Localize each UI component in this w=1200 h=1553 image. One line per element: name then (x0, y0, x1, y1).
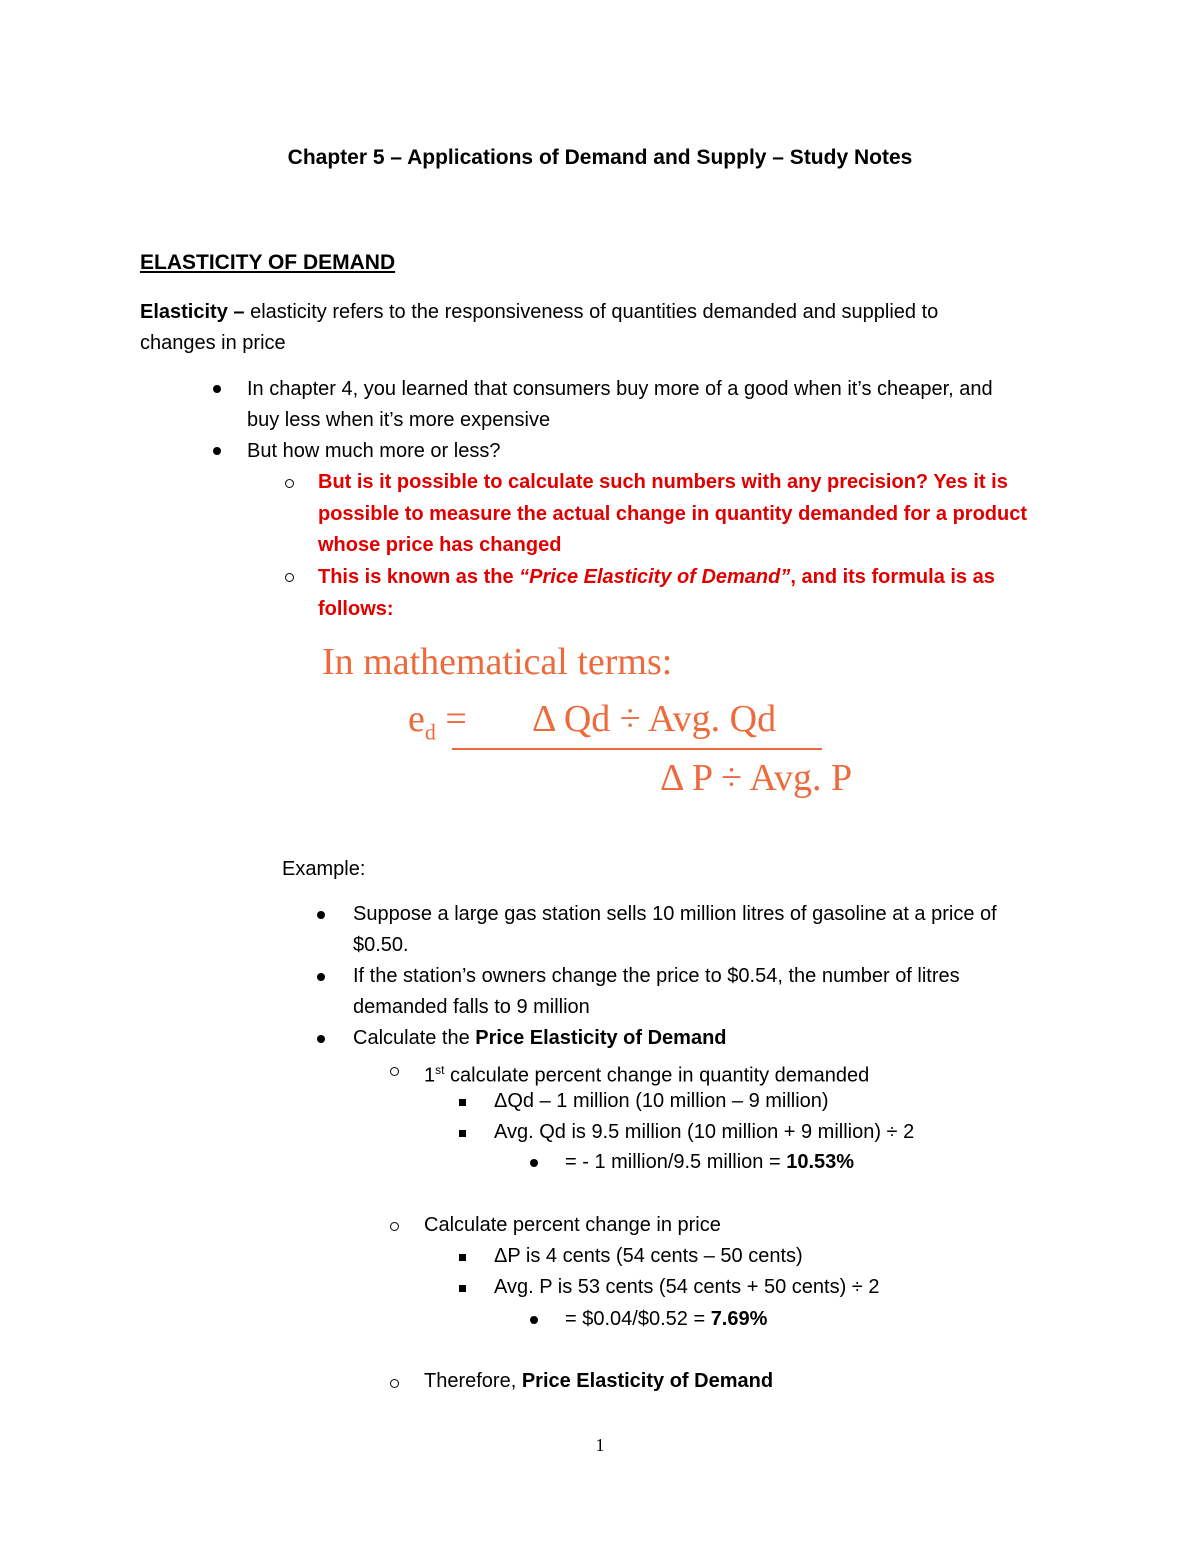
definition-line-1 (140, 297, 938, 328)
example-3-line-1 (353, 1023, 727, 1054)
note-2-term: “Price Elasticity of Demand” (519, 566, 791, 588)
square-bullet-marker (459, 1130, 466, 1137)
bullet-marker (213, 385, 221, 393)
step-1-result (565, 1147, 854, 1178)
example-3-pre: Calculate the (353, 1027, 476, 1049)
definition-text: elasticity refers to the responsiveness of quantities demanded and supplied to (244, 301, 939, 323)
note-1-line-1: But is it possible to calculate such numbers with any precision? Yes it is (318, 471, 1008, 493)
step-1-item-1: ΔQd – 1 million (10 million – 9 million) (494, 1090, 829, 1112)
example-1-line-1: Suppose a large gas station sells 10 million litres of gasoline at a price of (353, 903, 997, 925)
sub-bullet-marker (390, 1379, 399, 1388)
formula-denominator: Δ P ÷ Avg. P (660, 757, 853, 799)
step-3-term: Price Elasticity of Demand (521, 1370, 774, 1392)
bullet-marker (213, 447, 221, 455)
page-title: Chapter 5 – Applications of Demand and Supply – Study Notes (287, 146, 913, 169)
step-1-rest: calculate percent change in quantity demanded (444, 1064, 870, 1087)
note-2-line-2: follows: (318, 598, 394, 620)
step-1-result-pre: = - 1 million/9.5 million = (565, 1151, 787, 1173)
section-heading: ELASTICITY OF DEMAND (140, 251, 396, 274)
step-1-sup: st (435, 1063, 445, 1077)
square-bullet-marker (459, 1285, 466, 1292)
note-1-line-2: possible to measure the actual change in quantity demanded for a product (318, 503, 1028, 525)
formula-numerator: Δ Qd ÷ Avg. Qd (532, 698, 777, 740)
note-1-line-3: whose price has changed (318, 534, 562, 556)
step-1-item-2: Avg. Qd is 9.5 million (10 million + 9 million) ÷ 2 (494, 1121, 915, 1143)
definition-term: Elasticity – (140, 301, 245, 323)
note-2-line-1 (318, 562, 995, 593)
step-2-label: Calculate percent change in price (424, 1214, 721, 1236)
formula-heading: In mathematical terms: (322, 641, 673, 683)
formula-figure (320, 640, 900, 810)
sub-bullet-marker (285, 573, 294, 582)
example-3-term: Price Elasticity of Demand (475, 1027, 727, 1049)
formula-lhs-subscript: d (424, 719, 436, 745)
note-2-pre: This is known as the (318, 566, 520, 588)
note-2-post: , and its formula is as (790, 566, 995, 588)
bullet-marker (317, 1035, 325, 1043)
bullet-1-line-2: buy less when it’s more expensive (247, 409, 551, 431)
step-2-item-2: Avg. P is 53 cents (54 cents + 50 cents) ÷ 2 (494, 1276, 880, 1298)
step-2-result-value: 7.69% (710, 1308, 768, 1330)
step-2-result (565, 1304, 767, 1335)
example-2-line-1: If the station’s owners change the price to $0.54, the number of litres (353, 965, 960, 987)
bullet-marker (317, 973, 325, 981)
bullet-marker (530, 1159, 538, 1167)
step-1-result-value: 10.53% (786, 1151, 855, 1173)
example-1-line-2: $0.50. (353, 934, 409, 956)
formula-equals: = (435, 698, 467, 740)
step-3-label (424, 1366, 773, 1397)
formula-lhs (408, 697, 467, 746)
formula-lhs-symbol: e (408, 698, 425, 740)
sub-bullet-marker (390, 1067, 399, 1076)
step-1-num: 1 (424, 1064, 436, 1087)
bullet-2-line-1: But how much more or less? (247, 440, 501, 462)
example-label: Example: (282, 858, 366, 880)
bullet-marker (317, 911, 325, 919)
fraction-bar (452, 748, 822, 750)
example-2-line-2: demanded falls to 9 million (353, 996, 590, 1018)
bullet-marker (530, 1316, 538, 1324)
square-bullet-marker (459, 1254, 466, 1261)
bullet-1-line-1: In chapter 4, you learned that consumers buy more of a good when it’s cheaper, and (247, 378, 993, 400)
step-3-pre: Therefore, (424, 1370, 522, 1392)
sub-bullet-marker (390, 1222, 399, 1231)
square-bullet-marker (459, 1099, 466, 1106)
page-number: 1 (595, 1435, 605, 1455)
definition-line-2: changes in price (140, 332, 286, 354)
step-2-result-pre: = $0.04/$0.52 = (565, 1308, 711, 1330)
step-2-item-1: ΔP is 4 cents (54 cents – 50 cents) (494, 1245, 803, 1267)
sub-bullet-marker (285, 479, 294, 488)
